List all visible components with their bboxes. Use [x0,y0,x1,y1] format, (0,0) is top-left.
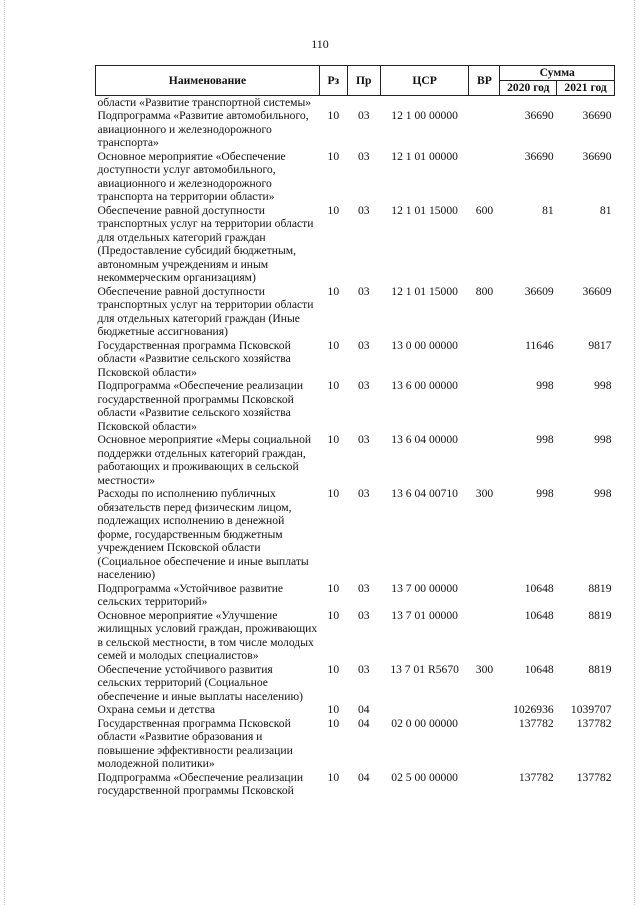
table-row [96,433,615,487]
table-row [96,339,615,380]
cell-name: Охрана семьи и детства [97,703,216,716]
cell-name: Обеспечение равной доступности транспортных услуг на территории области для отдельных категорий граждан (Иные бюджетные ассигнования) [97,284,314,338]
cell-name: Государственная программа Псковской области «Развитие образования и повышение эффективности реализации молодежной политики» [97,716,293,770]
cell-csr: 13 7 01 R5670 [390,662,459,676]
cell-sum-2020: 137782 [518,770,554,784]
cell-csr: 12 1 00 00000 [391,109,458,122]
cell-pr: 04 [357,770,370,784]
cell-csr: 02 0 00 00000 [391,716,458,730]
cell-pr: 03 [357,433,370,446]
table-row [96,285,615,339]
header-vr: ВР [469,66,500,96]
cell-pr: 04 [357,716,370,730]
cell-vr [469,109,500,150]
table-row [96,150,615,204]
cell-sum-2021: 137782 [576,716,612,730]
cell-pr: 04 [357,703,370,716]
table-row [96,771,615,798]
cell-sum-2021: 8819 [588,662,612,676]
cell-name: Подпрограмма «Развитие автомобильного, авиационного и железнодорожного транспорта» [97,109,309,149]
cell-pr: 03 [357,581,370,595]
cell-pr: 03 [357,338,370,352]
cell-pr: 03 [357,662,370,676]
cell-rz: 10 [327,109,340,122]
header-name: Наименование [96,66,320,96]
cell-vr [469,95,500,109]
cell-name: Основное мероприятие «Улучшение жилищных условий граждан, проживающих в сельской местности, в том числе молодых семей и молодых специалистов» [97,608,318,662]
header-pr: Пр [347,66,380,96]
cell-vr: 300 [475,487,494,500]
budget-table [95,65,615,798]
cell-pr [347,95,380,109]
cell-rz: 10 [327,662,340,676]
cell-pr: 03 [357,109,370,122]
cell-sum-2021: 8819 [588,581,612,595]
header-year-2021: 2021 год [557,81,615,96]
cell-csr: 12 1 01 15000 [391,284,458,298]
header-rz: Рз [319,66,347,96]
cell-sum-2020: 36690 [524,109,554,122]
cell-pr: 03 [357,203,370,217]
cell-sum-2021 [557,95,615,109]
cell-rz: 10 [327,770,340,784]
cell-name: Подпрограмма «Обеспечение реализации государственной программы Псковской [97,770,304,797]
cell-sum-2020: 1026936 [513,703,554,716]
cell-sum-2020: 10648 [524,662,554,676]
cell-vr [469,433,500,487]
cell-sum-2020: 998 [536,433,554,446]
table-row [96,487,615,582]
cell-rz: 10 [327,284,340,298]
cell-sum-2020: 81 [542,203,554,217]
cell-sum-2021: 998 [594,379,612,392]
cell-csr: 13 6 00 00000 [391,379,458,392]
cell-sum-2021: 36690 [582,149,612,163]
cell-csr: 13 6 04 00000 [391,433,458,446]
table-row [96,717,615,771]
cell-rz: 10 [327,487,340,500]
cell-sum-2021: 1039707 [570,703,612,716]
header-csr: ЦСР [380,66,469,96]
cell-vr [469,582,500,609]
right-margin-line [634,0,635,905]
table-row [96,109,615,150]
table-row [96,95,615,109]
cell-vr [469,150,500,204]
cell-rz: 10 [327,703,340,716]
cell-sum-2020: 10648 [524,581,554,595]
cell-sum-2020: 11646 [525,338,554,352]
cell-vr [469,609,500,663]
cell-sum-2021: 36609 [582,284,612,298]
cell-csr: 12 1 01 00000 [391,149,458,163]
cell-sum-2021: 998 [594,433,612,446]
cell-name: Государственная программа Псковской области «Развитие сельского хозяйства Псковской области» [97,338,291,379]
cell-rz: 10 [327,149,340,163]
cell-sum-2021: 9817 [588,338,612,352]
cell-rz: 10 [327,379,340,392]
cell-pr: 03 [357,487,370,500]
cell-pr: 03 [357,379,370,392]
cell-sum-2021: 998 [594,487,612,500]
cell-sum-2020: 998 [536,379,554,392]
cell-name: Расходы по исполнению публичных обязательств перед физическим лицом, подлежащих исполнению в денежной форме, государственным бюджетным учреждением Псковской области (Социальное обеспечение и иные выплаты населению) [97,487,309,581]
cell-sum-2020: 998 [536,487,554,500]
cell-sum-2020: 36609 [524,284,554,298]
cell-name: Обеспечение устойчивого развития сельских территорий (Социальное обеспечение и иные выплаты населению) [97,662,303,703]
cell-vr: 800 [475,284,494,298]
cell-rz: 10 [327,608,340,622]
cell-name: Обеспечение равной доступности транспортных услуг на территории области для отдельных категорий граждан (Предоставление субсидий бюджетным, автономным учреждениям и иным некоммерческим организациям) [97,203,314,284]
table-row [96,582,615,609]
cell-pr: 03 [357,608,370,622]
header-sum: Сумма [500,66,615,81]
cell-sum-2020: 137782 [518,716,554,730]
cell-vr [469,339,500,380]
cell-sum-2021: 81 [599,203,612,217]
table-row [96,204,615,285]
cell-sum-2021: 137782 [576,770,612,784]
cell-name: Подпрограмма «Обеспечение реализации государственной программы Псковской области «Развитие сельского хозяйства Псковской области» [97,379,304,433]
table-row [96,703,615,717]
cell-name: Подпрограмма «Устойчивое развитие сельских территорий» [97,581,284,608]
cell-csr: 13 6 04 00710 [391,487,458,500]
table-header [96,66,615,96]
cell-sum-2020 [500,95,557,109]
cell-vr [469,771,500,798]
cell-vr [469,379,500,433]
cell-csr: 13 7 01 00000 [391,608,458,622]
cell-vr: 300 [475,662,494,676]
cell-rz [319,95,347,109]
cell-name: Основное мероприятие «Меры социальной поддержки отдельных категорий граждан, работающих и проживающих в сельской местности» [97,433,312,487]
cell-csr [380,95,469,109]
cell-rz: 10 [327,338,340,352]
cell-csr: 02 5 00 00000 [391,770,458,784]
cell-csr: 13 0 00 00000 [391,338,458,352]
cell-rz: 10 [327,581,340,595]
cell-rz: 10 [327,203,340,217]
cell-csr: 13 7 00 00000 [391,581,458,595]
cell-rz: 10 [327,433,340,446]
table-row [96,379,615,433]
header-year-2020: 2020 год [500,81,557,96]
cell-rz: 10 [327,716,340,730]
cell-csr [380,703,469,717]
left-margin-line [4,0,5,905]
cell-csr: 12 1 01 15000 [391,203,458,217]
cell-vr [469,717,500,771]
cell-sum-2020: 36690 [524,149,554,163]
cell-sum-2021: 36690 [582,109,612,122]
cell-pr: 03 [357,284,370,298]
table-row [96,663,615,704]
page-number: 110 [311,37,329,51]
table-row [96,609,615,663]
cell-name: области «Развитие транспортной системы» [97,95,312,109]
cell-name: Основное мероприятие «Обеспечение доступности услуг автомобильного, авиационного и железнодорожного транспорта на территории области» [97,149,286,203]
cell-vr [469,703,500,717]
cell-pr: 03 [357,149,370,163]
table-body [96,95,615,798]
cell-sum-2020: 10648 [524,608,554,622]
cell-vr: 600 [475,203,494,217]
cell-sum-2021: 8819 [588,608,612,622]
